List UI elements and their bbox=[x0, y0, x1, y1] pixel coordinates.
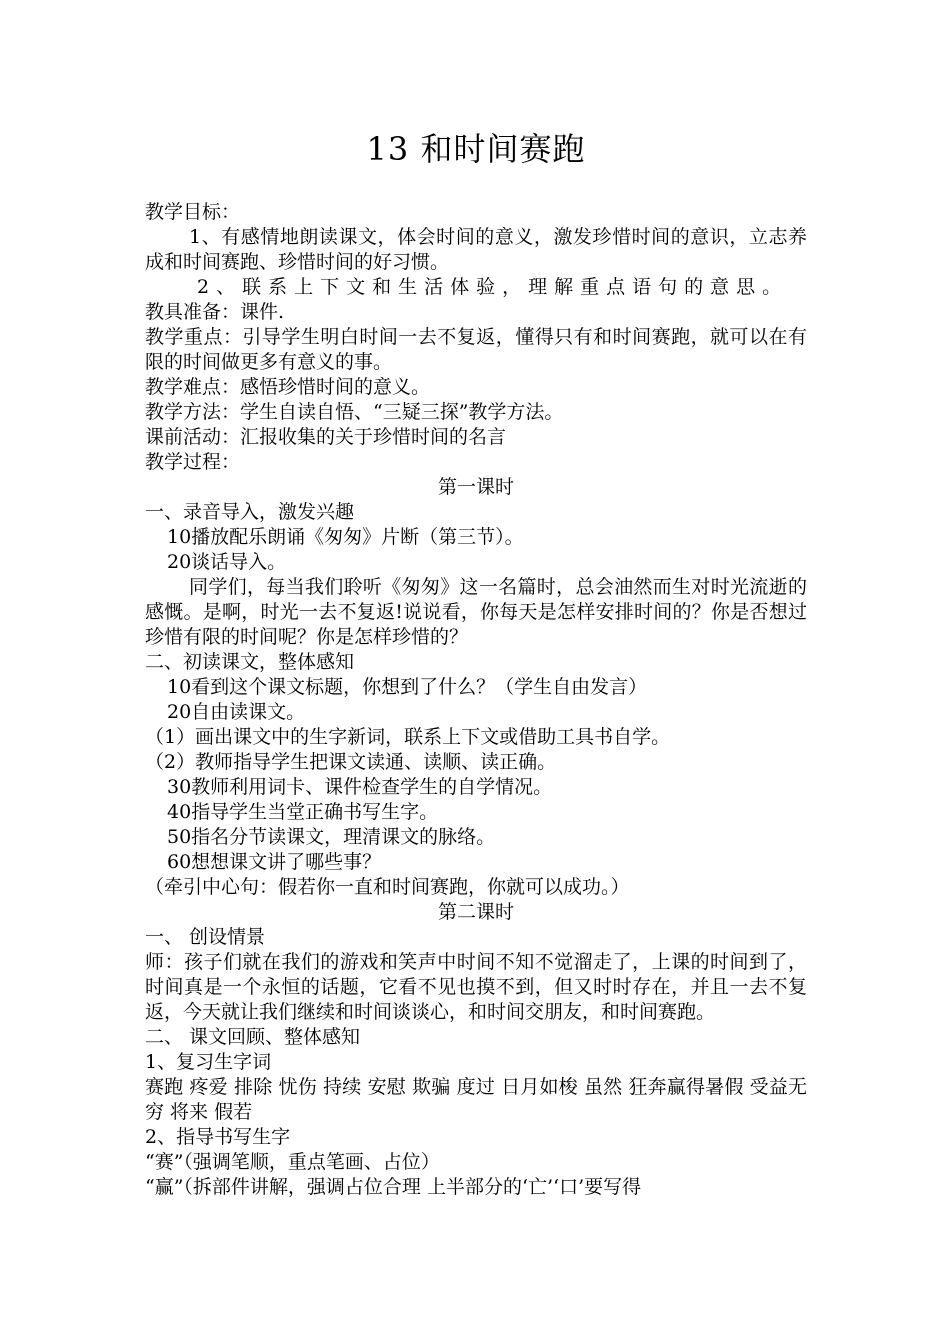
step-item: 10播放配乐朗诵《匆匆》片断（第三节）。 bbox=[167, 526, 524, 548]
step-item: 2、指导书写生字 bbox=[145, 1126, 291, 1148]
objective-1: 1、有感情地朗读课文，体会时间的意义，激发珍惜时间的意识，立志养成和时间赛跑、珍惜时间的好习惯。 bbox=[145, 226, 807, 273]
section-heading-process: 教学过程： bbox=[145, 451, 241, 473]
lesson-2-heading: 第二课时 bbox=[437, 901, 514, 923]
document-title: 13 和时间赛跑 bbox=[366, 130, 586, 168]
teaching-difficulty: 教学难点：感悟珍惜时间的意义。 bbox=[145, 376, 431, 398]
step-heading: 一、录音导入，激发兴趣 bbox=[145, 501, 355, 523]
step-item: 20谈话导入。 bbox=[167, 551, 287, 573]
objective-2: 2、联系上下文和生活体验，理解重点语句的意思。 bbox=[197, 276, 789, 298]
step-item: 60想想课文讲了哪些事？ bbox=[167, 851, 382, 873]
step-item: 30教师利用词卡、课件检查学生的自学情况。 bbox=[167, 776, 553, 798]
character-note: “赛”（强调笔顺，重点笔画、占位） bbox=[145, 1151, 440, 1173]
step-item: 50指名分节读课文，理清课文的脉络。 bbox=[167, 826, 496, 848]
document-page bbox=[145, 128, 807, 1200]
teaching-aids: 教具准备：课件. bbox=[145, 301, 285, 323]
pre-class-activity: 课前活动：汇报收集的关于珍惜时间的名言 bbox=[145, 426, 507, 448]
vocabulary-list: 赛跑 疼爱 排除 忧伤 持续 安慰 欺骗 度过 日月如梭 虽然 狂奔赢得暑假 受益无穷 将来 假若 bbox=[145, 1076, 807, 1123]
sub-step-item: （2）教师指导学生把课文读通、读顺、读正确。 bbox=[145, 751, 557, 773]
teaching-method: 教学方法：学生自读自悟、“三疑三探”教学方法。 bbox=[145, 401, 564, 423]
teacher-paragraph: 师：孩子们就在我们的游戏和笑声中时间不知不觉溜走了，上课的时间到了，时间真是一个永恒的话题，它看不见也摸不到，但又时时存在，并且一去不复返，今天就让我们继续和时间谈谈心，和时间交朋友，和时间赛跑。 bbox=[145, 951, 807, 1023]
step-heading: 一、 创设情景 bbox=[145, 926, 266, 948]
step-item: 10看到这个课文标题，你想到了什么？（学生自由发言） bbox=[167, 676, 648, 698]
character-note: “赢”（拆部件讲解，强调占位合理 上半部分的‘亡’‘口’要写得 bbox=[145, 1176, 642, 1198]
step-item: 40指导学生当堂正确书写生字。 bbox=[167, 801, 439, 823]
central-sentence-note: （牵引中心句：假若你一直和时间赛跑，你就可以成功。） bbox=[145, 876, 630, 898]
intro-paragraph: 同学们，每当我们聆听《匆匆》这一名篇时，总会油然而生对时光流逝的感慨。是啊，时光一去不复返!说说看，你每天是怎样安排时间的？你是否想过珍惜有限的时间呢？你是怎样珍惜的？ bbox=[145, 576, 807, 648]
teaching-focus: 教学重点：引导学生明白时间一去不复返，懂得只有和时间赛跑，就可以在有限的时间做更多有意义的事。 bbox=[145, 326, 807, 373]
step-item: 1、复习生字词 bbox=[145, 1051, 272, 1073]
step-heading: 二、初读课文，整体感知 bbox=[145, 651, 355, 673]
step-heading: 二、 课文回顾、整体感知 bbox=[145, 1026, 361, 1048]
sub-step-item: （1）画出课文中的生字新词，联系上下文或借助工具书自学。 bbox=[145, 726, 671, 748]
step-item: 20自由读课文。 bbox=[167, 701, 306, 723]
section-heading-objectives: 教学目标： bbox=[145, 201, 241, 223]
lesson-1-heading: 第一课时 bbox=[437, 476, 514, 498]
